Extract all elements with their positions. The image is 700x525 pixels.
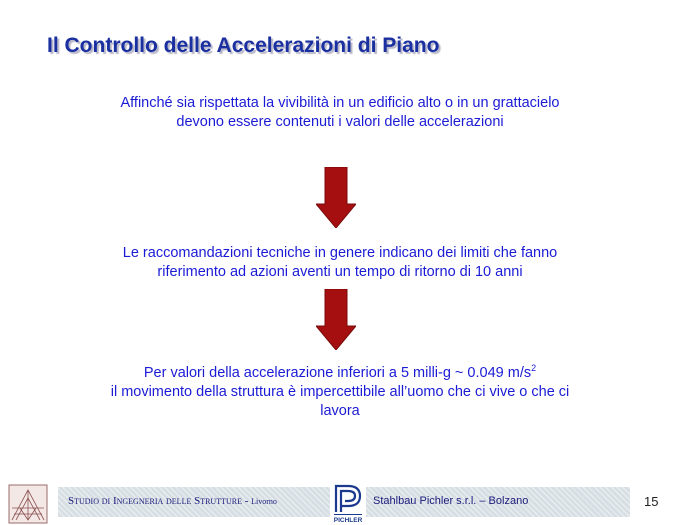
down-arrow-icon [316,167,356,228]
down-arrow-icon [316,289,356,350]
pichler-logo-text: PICHLER [333,517,363,524]
paragraph-line [60,359,620,383]
studio-city: Livorno [251,497,277,506]
pichler-logo-icon [330,482,366,525]
paragraph-recommendations [60,244,620,282]
paragraph-line: lavora [320,402,360,419]
superscript-exponent: 2 [531,363,537,373]
studio-logo-icon [8,484,48,524]
threshold-text: Per valori della accelerazione inferiori a 5 milli-g ~ 0.049 m/s [143,364,532,381]
studio-separator: - [241,495,252,507]
paragraph-line: Le raccomandazioni tecniche in genere indicano dei limiti che fanno [122,245,558,261]
paragraph-threshold [60,359,620,421]
studio-name [68,495,277,507]
paragraph-line: devono essere contenuti i valori delle accelerazioni [176,114,504,130]
paragraph-line: riferimento ad azioni aventi un tempo di ritorno di 10 anni [157,264,523,280]
page-number: 15 [644,494,659,509]
company-name: Stahlbau Pichler s.r.l. – Bolzano [373,495,529,507]
paragraph-line: Affinché sia rispettata la vivibilità in un edificio alto o in un grattacielo [120,95,560,111]
studio-name-text: Studio di Ingegneria delle Strutture [68,495,242,507]
paragraph-vivibility [60,94,620,132]
paragraph-line: il movimento della struttura è impercettibile all’uomo che ci vive o che ci [110,383,570,400]
slide-title: Il Controllo delle Accelerazioni di Piano [47,34,440,57]
